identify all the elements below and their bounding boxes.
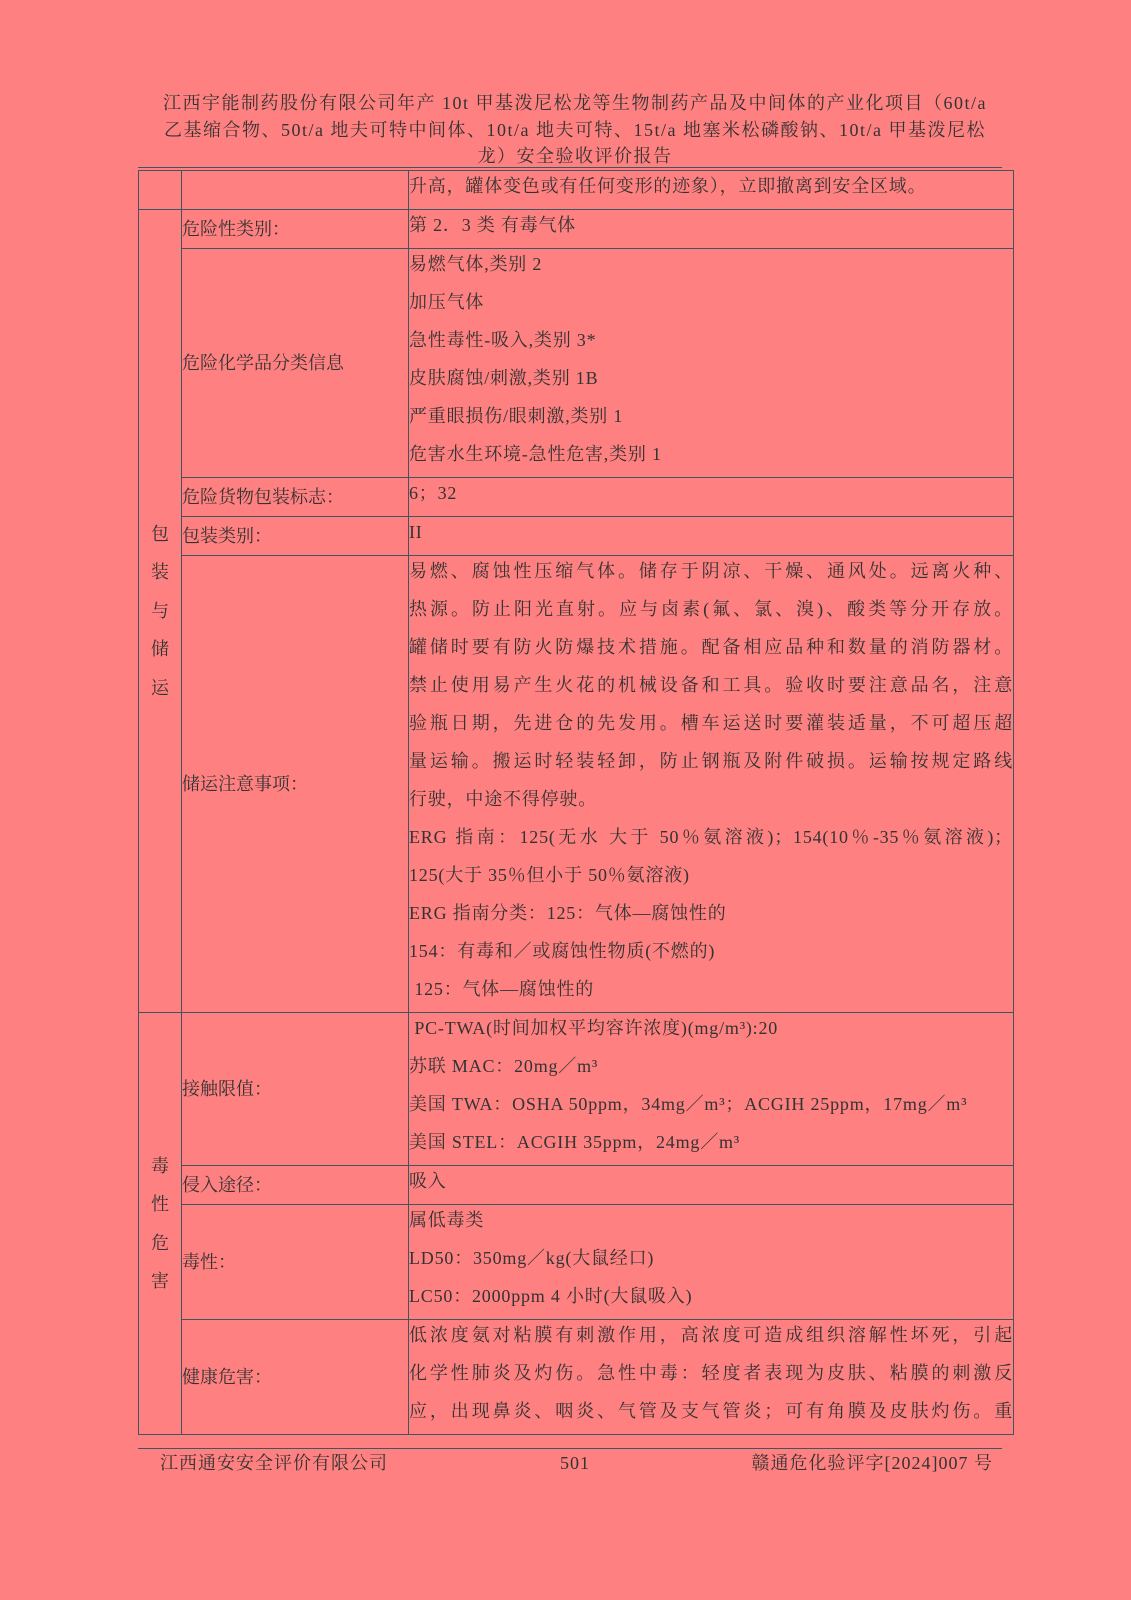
row-label: 包装类别： xyxy=(182,526,272,546)
content-line: 急性毒性-吸入,类别 3* xyxy=(409,330,597,350)
table-row xyxy=(139,249,1014,478)
footer-company: 江西通安安全评价有限公司 xyxy=(160,1453,388,1473)
table-row xyxy=(139,1320,1014,1435)
content-cell xyxy=(409,171,1014,210)
content-line: 行驶，中途不得停驶。 xyxy=(409,789,597,809)
row-label: 危险货物包装标志： xyxy=(182,487,344,507)
content-line: 应，出现鼻炎、咽炎、气管及支气管炎；可有角膜及皮肤灼伤。重 xyxy=(409,1401,1013,1421)
label-cell xyxy=(182,171,409,210)
table-body xyxy=(139,171,1014,1435)
content-line: LD50：350mg／kg(大鼠经口) xyxy=(409,1248,655,1268)
content-cell xyxy=(409,1320,1014,1435)
label-cell xyxy=(182,1166,409,1205)
content-line: 罐储时要有防火防爆技术措施。配备相应品种和数量的消防器材。 xyxy=(409,637,1013,657)
content-cell xyxy=(409,517,1014,556)
footer-page-number: 501 xyxy=(560,1453,590,1473)
content-line: 6；32 xyxy=(409,483,458,503)
page-footer xyxy=(0,1449,1131,1477)
content-cell xyxy=(409,1205,1014,1320)
content-line: 154：有毒和／或腐蚀性物质(不燃的) xyxy=(409,941,716,961)
content-line: 低浓度氨对粘膜有刺激作用，高浓度可造成组织溶解性坏死，引起 xyxy=(409,1325,1013,1345)
content-line: 125(大于 35％但小于 50％氨溶液) xyxy=(409,865,690,885)
content-cell xyxy=(409,210,1014,249)
content-line: 苏联 MAC：20mg／m³ xyxy=(409,1056,599,1076)
content-line: 美国 TWA：OSHA 50ppm，34mg／m³；ACGIH 25ppm，17mg／m³ xyxy=(409,1094,968,1114)
table-row xyxy=(139,478,1014,517)
content-line: 属低毒类 xyxy=(409,1210,485,1230)
content-line: LC50：2000ppm 4 小时(大鼠吸入) xyxy=(409,1286,693,1306)
table-row xyxy=(139,1205,1014,1320)
header-title-line: 龙）安全验收评价报告 xyxy=(477,146,673,166)
content-line: 严重眼损伤/眼刺激,类别 1 xyxy=(409,406,624,426)
category-cell xyxy=(139,1013,182,1435)
content-line: 125：气体—腐蚀性的 xyxy=(409,979,595,999)
table-row xyxy=(139,210,1014,249)
table-row xyxy=(139,517,1014,556)
content-cell xyxy=(409,249,1014,478)
report-header xyxy=(140,90,1010,170)
content-line: 吸入 xyxy=(409,1171,447,1191)
content-cell xyxy=(409,478,1014,517)
content-line: ERG 指南分类：125：气体—腐蚀性的 xyxy=(409,903,727,923)
content-line: 量运输。搬运时轻装轻卸，防止钢瓶及附件破损。运输按规定路线 xyxy=(409,751,1013,771)
header-rule xyxy=(138,167,1002,168)
content-cell xyxy=(409,556,1014,1013)
category-label: 包装与储运 xyxy=(151,523,169,698)
content-line: ERG 指南：125(无水 大于 50％氨溶液)；154(10％-35％氨溶液)； xyxy=(409,827,1013,847)
label-cell xyxy=(182,249,409,478)
row-label: 危险化学品分类信息 xyxy=(182,353,344,373)
content-line: 皮肤腐蚀/刺激,类别 1B xyxy=(409,368,599,388)
category-cell xyxy=(139,210,182,1013)
category-cell xyxy=(139,171,182,210)
category-label: 毒性危害 xyxy=(151,1155,169,1291)
content-line: 美国 STEL：ACGIH 35ppm，24mg／m³ xyxy=(409,1132,740,1152)
table-row xyxy=(139,1166,1014,1205)
header-title-line: 乙基缩合物、50t/a 地夫可特中间体、10t/a 地夫可特、15t/a 地塞米松磷酸钠、10t/a 甲基泼尼松 xyxy=(164,119,986,140)
label-cell xyxy=(182,556,409,1013)
row-label: 健康危害： xyxy=(182,1367,272,1387)
content-cell xyxy=(409,1013,1014,1166)
content-line: 禁止使用易产生火花的机械设备和工具。验收时要注意品名，注意 xyxy=(409,675,1013,695)
header-title-line: 江西宇能制药股份有限公司年产 10t 甲基泼尼松龙等生物制药产品及中间体的产业化项目（60t/a xyxy=(163,93,987,113)
content-cell xyxy=(409,1166,1014,1205)
content-line: PC-TWA(时间加权平均容许浓度)(mg/m³):20 xyxy=(409,1018,779,1038)
content-line: 升高，罐体变色或有任何变形的迹象），立即撤离到安全区域。 xyxy=(409,176,927,196)
label-cell xyxy=(182,517,409,556)
content-line: 危害水生环境-急性危害,类别 1 xyxy=(409,444,662,464)
row-label: 危险性类别： xyxy=(182,219,290,239)
label-cell xyxy=(182,210,409,249)
footer-doc-number: 赣通危化验评字[2024]007 号 xyxy=(751,1453,993,1473)
content-line: 加压气体 xyxy=(409,292,485,312)
content-line: 验瓶日期，先进仓的先发用。槽车运送时要灌装适量，不可超压超 xyxy=(409,713,1013,733)
content-line: 第 2．3 类 有毒气体 xyxy=(409,215,577,235)
safety-data-table xyxy=(138,170,1014,1435)
label-cell xyxy=(182,1320,409,1435)
content-line: II xyxy=(409,522,423,542)
label-cell xyxy=(182,478,409,517)
content-line: 热源。防止阳光直射。应与卤素(氟、氯、溴)、酸类等分开存放。 xyxy=(409,599,1013,619)
content-line: 化学性肺炎及灼伤。急性中毒：轻度者表现为皮肤、粘膜的刺激反 xyxy=(409,1363,1013,1383)
content-line: 易燃气体,类别 2 xyxy=(409,254,543,274)
label-cell xyxy=(182,1205,409,1320)
table-row xyxy=(139,556,1014,1013)
row-label: 侵入途径： xyxy=(182,1175,272,1195)
row-label: 接触限值： xyxy=(182,1079,272,1099)
continuation-row xyxy=(139,171,1014,210)
row-label: 毒性： xyxy=(182,1252,236,1272)
content-line: 易燃、腐蚀性压缩气体。储存于阴凉、干燥、通风处。远离火种、 xyxy=(409,561,1013,581)
row-label: 储运注意事项： xyxy=(182,774,308,794)
table-row xyxy=(139,1013,1014,1166)
label-cell xyxy=(182,1013,409,1166)
